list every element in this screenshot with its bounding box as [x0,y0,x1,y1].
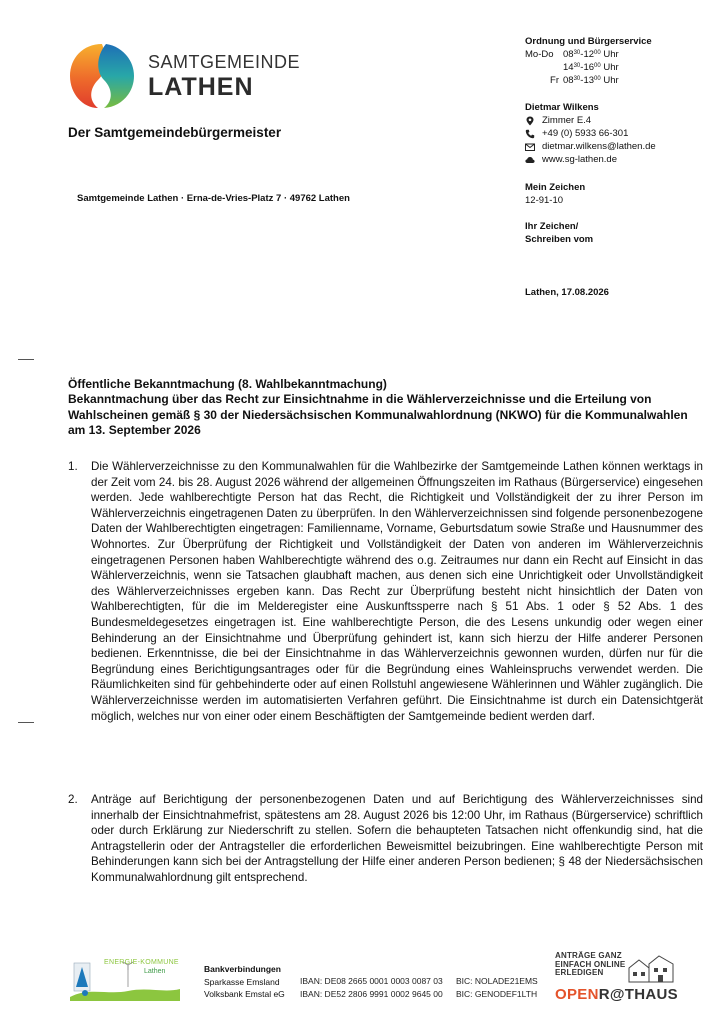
bank-name: Sparkasse Emsland [204,976,280,987]
hours-row: Fr $08^{30}-13^{00}$ Uhr [550,75,619,86]
notice-heading [68,377,704,438]
notice-title: Öffentliche Bekanntmachung (8. Wahlbekanntmachung) [68,377,387,391]
sender-address-line: Samtgemeinde Lathen · Erna-de-Vries-Platz 7 · 49762 Lathen [77,193,350,204]
bank-name: Volksbank Emstal eG [204,989,285,999]
samtgemeinde-logo-icon [68,42,136,110]
eco-logo-subtext: Lathen [144,968,166,975]
logo-text-lathen: LATHEN [148,73,254,101]
contact-room: Zimmer E.4 [542,115,592,126]
logo-text-samtgemeinde: SAMTGEMEINDE [148,52,301,72]
item-number: 1. [68,460,78,473]
cloud-icon [525,155,535,165]
letter-date: Lathen, 17.08.2026 [525,287,609,298]
bic: BIC: GENODEF1LTH [456,988,538,999]
fold-mark [18,722,34,723]
bic-list [456,975,538,1000]
item-text: Anträge auf Berichtigung der personenbezogenen Daten und auf Berichtigung des Wählerverzeichnisses sind innerhalb der Einsichtnahmefrist, spätestens am 28. August 2026 bis 12:00 Uhr, im Rathaus (Bürgerservice) schriftlich oder durch Erklärung zur Niederschrift zu stellen. Sofern die behaupteten Tatsachen nicht offenkundig sind, hat die Antragstellerin oder der Antragsteller die erforderlichen Beweismittel beizubringen. Eine wahlberechtigte Person mit Behinderungen kann sich bei der Antragstellung der Hilfe einer anderen Person bedienen; § 48 der Niedersächsischen Kommunalwahlordnung gilt entsprechend. [91,793,703,884]
bank-title: Bankverbindungen [204,964,281,974]
phone-icon [525,129,535,139]
bank-details [204,963,285,1001]
iban-list [300,975,443,1000]
hours-row: $14^{30}-16^{00}$ Uhr [563,62,619,73]
fold-mark [18,359,34,360]
town-hall-icon [627,954,675,984]
contact-block [525,101,656,166]
hours-row: Mo-Do $08^{30}-12^{00}$ Uhr [525,49,619,60]
open-rathaus-brand: OPENR@THAUS [555,985,678,1003]
open-rathaus-badge[interactable]: ANTRÄGE GANZ EINFACH ONLINE ERLEDIGEN OPENR@THAUS [555,951,678,1003]
contact-phone[interactable]: +49 (0) 5933 66-301 [542,128,629,139]
notice-subtitle: Bekanntmachung über das Recht zur Einsichtnahme in die Wählerverzeichnisse und die Erteilung von Wahlscheinen gemäß § 30 der Niedersächsischen Kommunalwahlordnung (NKWO) für die Kommunalwahlen am 13. September 2026 [68,392,688,437]
energie-kommune-logo [68,957,182,1001]
contact-email[interactable]: dietmar.wilkens@lathen.de [542,141,656,152]
location-pin-icon [525,116,535,126]
envelope-icon [525,142,535,152]
office-title: Der Samtgemeindebürgermeister [68,125,282,140]
contact-web[interactable]: www.sg-lathen.de [542,154,617,165]
bic: BIC: NOLADE21EMS [456,976,538,986]
item-text: Die Wählerverzeichnisse zu den Kommunalwahlen für die Wahlbezirke der Samtgemeinde Lathen können werktags in der Zeit vom 24. bis 28. August 2026 während der allgemeinen Öffnungszeiten im Rathaus (Bürgerservice) eingesehen werden. Jede wahlberechtigte Person hat das Recht, die Richtigkeit und Vollständigkeit der zu ihrer Person im Wählerverzeichnis eingetragenen Daten zu überprüfen. In den Wählerverzeichnissen sind folgende personenbezogene Daten der Wahlberechtigten eingetragen: Familienname, Vorname, Geburtsdatum sowie Straße und Hausnummer des Wohnortes. Zur Überprüfung der Richtigkeit und Vollständigkeit der Daten von anderen im Wählerverzeichnis eingetragenen Personen haben Wahlberechtigte während des o.g. Zeitraumes nur dann ein Recht auf Einsicht in das Wählerverzeichnis, wenn sie Tatsachen glaubhaft machen, aus denen sich eine Unrichtigkeit oder Unvollständigkeit des Wählerverzeichnisses ergeben kann. Das Recht zur Überprüfung besteht nicht hinsichtlich der Daten von Wahlberechtigten, für die im Melderegister eine Auskunftssperre nach § 51 Abs. 1 oder § 52 Abs. 1 des Bundesmeldegesetzes eingetragen ist. Eine wahlberechtigte Person, die des Lesens unkundig oder wegen einer Behinderung an der Einsichtnahme und Überprüfung gehindert ist, kann sich hierzu der Hilfe anderer Personen bedienen. Erkenntnisse, die bei der Einsichtnahme in das Wählerverzeichnis gewonnen wurden, dürfen nur für die Begründung eines Berichtigungsantrages oder für die Begründung eines Wahleinspruchs verwendet werden. Die Räumlichkeiten sind für gehbehinderte oder auf einen Rollstuhl angewiesene Wählerinnen und Wähler zugänglich. Die Wählerverzeichnisse werden im automatisierten Verfahren geführt. Die Einsichtnahme ist durch ein Datensichtgerät möglich, welches nur von einer oder einem Beschäftigten der Samtgemeinde bedient werden darf. [91,460,703,723]
my-reference: Mein Zeichen 12-91-10 [525,182,586,206]
eco-logo-text: ENERGIE-KOMMUNE [104,959,179,966]
your-reference: Ihr Zeichen/ Schreiben vom [525,221,594,245]
iban: IBAN: DE52 2806 9991 0002 9645 00 [300,988,443,999]
service-hours-block [525,35,652,87]
contact-name: Dietmar Wilkens [525,102,599,113]
item-number: 2. [68,793,78,806]
iban: IBAN: DE08 2665 0001 0003 0087 03 [300,976,443,986]
service-title: Ordnung und Bürgerservice [525,36,652,47]
